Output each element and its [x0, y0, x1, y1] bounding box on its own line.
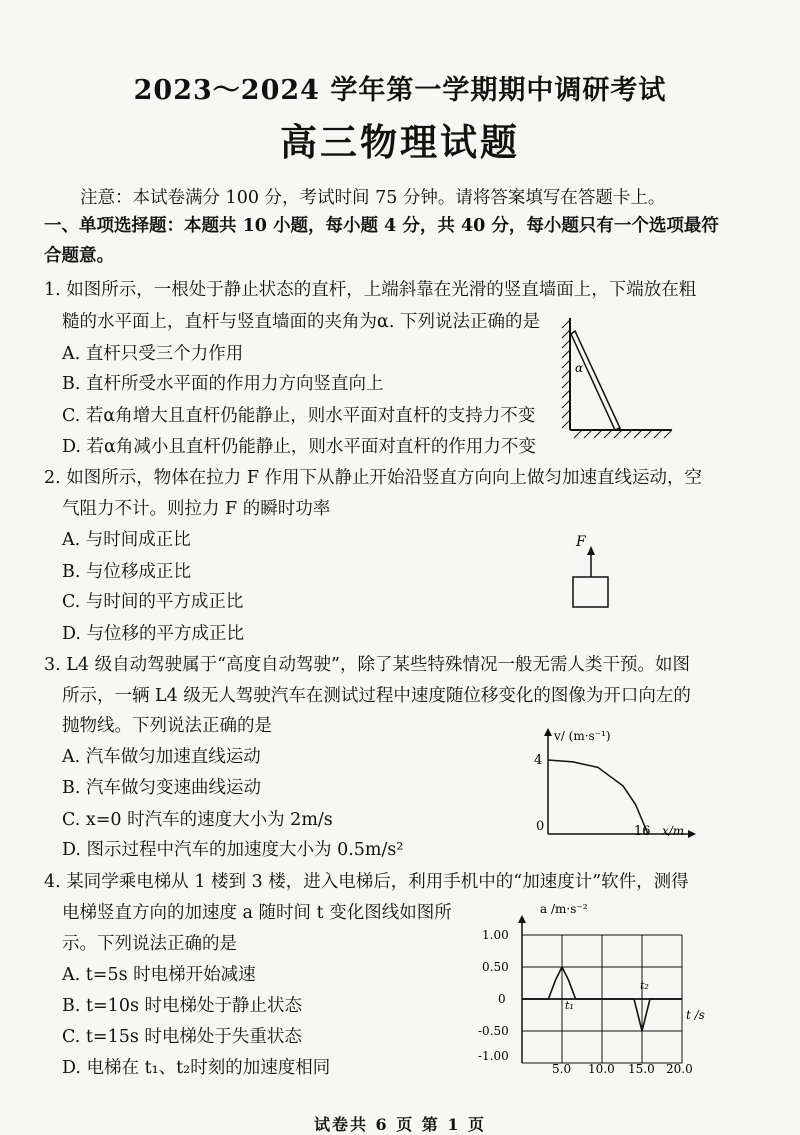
q3-y-axis-arrow	[544, 728, 552, 736]
q4-y-axis-arrow	[518, 915, 526, 923]
q4-option-d: D. 电梯在 t₁、t₂时刻的加速度相同	[62, 1058, 331, 1078]
alpha-label: α	[575, 361, 584, 375]
rod	[571, 331, 620, 430]
q4-y-tick-0: 0	[498, 992, 506, 1006]
wall-hatching	[562, 320, 570, 428]
q2-option-c: C. 与时间的平方成正比	[62, 592, 244, 612]
q4-t2-label: t₂	[640, 979, 649, 992]
q2-option-d: D. 与位移的平方成正比	[62, 624, 245, 644]
q4-y-tick-neg1: -1.00	[478, 1049, 509, 1063]
q2-stem-line1: 2. 如图所示，物体在拉力 F 作用下从静止开始沿竖直方向向上做匀加速直线运动，空	[44, 468, 703, 488]
q3-x-label: x/m	[662, 824, 685, 838]
q3-option-b: B. 汽车做匀变速曲线运动	[62, 778, 261, 798]
q4-t1-label: t₁	[565, 999, 574, 1012]
subject-title: 高三物理试题	[280, 120, 520, 164]
q4-y-tick-neg0.5: -0.50	[478, 1024, 509, 1038]
q4-x-label: t /s	[686, 1008, 705, 1022]
q3-y-tick-4: 4	[534, 753, 543, 768]
force-label: F	[576, 534, 586, 550]
q4-x-tick-20: 20.0	[666, 1062, 693, 1076]
q3-y-label: v/ (m·s⁻¹)	[554, 729, 611, 743]
q4-option-c: C. t=15s 时电梯处于失重状态	[62, 1027, 302, 1047]
block	[573, 577, 608, 607]
q3-x-tick-16: 16	[634, 824, 651, 839]
force-arrow-head	[587, 546, 595, 555]
section-heading-line2: 合题意。	[44, 246, 114, 266]
q3-option-a: A. 汽车做匀加速直线运动	[62, 747, 261, 767]
q1-stem-line1: 1. 如图所示，一根处于静止状态的直杆，上端斜靠在光滑的竖直墙面上，下端放在粗	[44, 280, 697, 300]
q3-stem-line1: 3. L4 级自动驾驶属于“高度自动驾驶”，除了某些特殊情况一般无需人类干预。如图	[44, 655, 690, 675]
notice: 注意：本试卷满分 100 分，考试时间 75 分钟。请将答案填写在答题卡上。	[80, 188, 666, 208]
q4-x-tick-15: 15.0	[628, 1062, 655, 1076]
q3-stem-line3: 抛物线。下列说法正确的是	[62, 716, 272, 736]
q4-x-tick-10: 10.0	[588, 1062, 615, 1076]
q4-option-a: A. t=5s 时电梯开始减速	[62, 965, 256, 985]
q3-x-axis-arrow	[688, 830, 696, 838]
page-footer: 试卷共 6 页 第 1 页	[313, 1115, 487, 1134]
exam-title: 2023～2024 学年第一学期期中调研考试	[133, 75, 667, 106]
q4-stem-line1: 4. 某同学乘电梯从 1 楼到 3 楼，进入电梯后，利用手机中的“加速度计”软件，测得	[44, 872, 689, 892]
q1-option-c: C. 若α角增大且直杆仍能静止，则水平面对直杆的支持力不变	[62, 406, 536, 426]
q1-option-d: D. 若α角减小且直杆仍能静止，则水平面对直杆的作用力不变	[62, 437, 536, 457]
q2-option-a: A. 与时间成正比	[62, 530, 191, 550]
q4-x-tick-5: 5.0	[552, 1062, 572, 1076]
q4-y-tick-0.5: 0.50	[482, 960, 509, 974]
q4-stem-line3: 示。下列说法正确的是	[62, 934, 237, 954]
q4-y-tick-1: 1.00	[482, 928, 509, 942]
q3-origin-label: 0	[536, 819, 545, 834]
q1-option-b: B. 直杆所受水平面的作用力方向竖直向上	[62, 374, 384, 394]
q4-y-label: a /m·s⁻²	[540, 902, 588, 916]
ground-hatching	[574, 430, 672, 438]
q4-option-b: B. t=10s 时电梯处于静止状态	[62, 996, 302, 1016]
q3-option-d: D. 图示过程中汽车的加速度大小为 0.5m/s²	[62, 840, 404, 860]
q3-stem-line2: 所示，一辆 L4 级无人驾驶汽车在测试过程中速度随位移变化的图像为开口向左的	[62, 686, 691, 706]
q3-option-c: C. x=0 时汽车的速度大小为 2m/s	[62, 810, 333, 830]
section-heading-line1: 一、单项选择题：本题共 10 小题，每小题 4 分，共 40 分，每小题只有一个选项最符	[44, 216, 719, 236]
q4-acceleration-graph	[478, 895, 705, 1076]
q4-stem-line2: 电梯竖直方向的加速度 a 随时间 t 变化图线如图所	[62, 903, 452, 923]
q2-option-b: B. 与位移成正比	[62, 562, 191, 582]
q2-block-figure	[566, 530, 616, 610]
q1-stem-line2: 糙的水平面上，直杆与竖直墙面的夹角为α. 下列说法正确的是	[62, 312, 540, 332]
q3-velocity-graph	[520, 722, 700, 842]
q1-option-a: A. 直杆只受三个力作用	[62, 344, 244, 364]
q1-wall-rod-figure	[556, 312, 676, 442]
q2-stem-line2: 气阻力不计。则拉力 F 的瞬时功率	[62, 499, 331, 519]
q3-velocity-curve	[548, 760, 648, 834]
